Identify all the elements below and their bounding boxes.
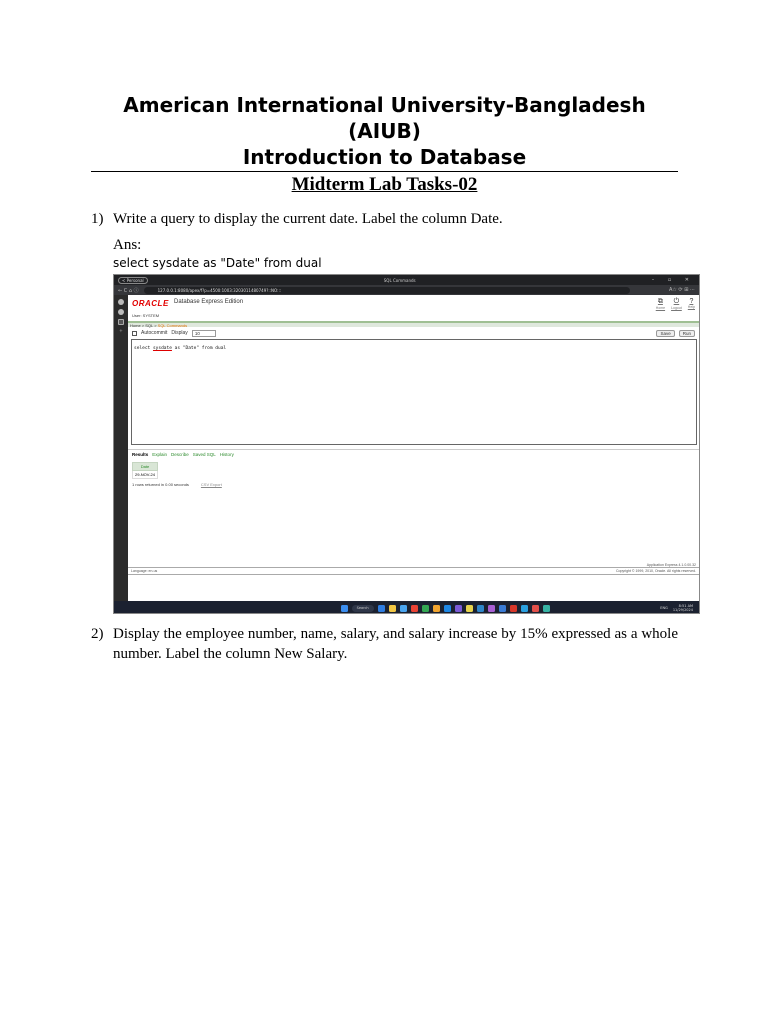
taskbar-app-icon[interactable] [510, 605, 517, 612]
breadcrumb-home[interactable]: Home [130, 323, 141, 328]
result-table [132, 462, 158, 479]
taskbar-search[interactable]: Search [352, 605, 374, 612]
question-number: 2) [91, 626, 104, 642]
tab-describe[interactable]: Describe [171, 452, 189, 457]
taskbar-app-icon[interactable] [378, 605, 385, 612]
product-name: Database Express Edition [174, 299, 244, 305]
oracle-app [128, 295, 699, 601]
university-abbr: (AIUB) [348, 119, 421, 143]
taskbar-app-icon[interactable] [521, 605, 528, 612]
document-subtitle: Midterm Lab Tasks-02 [291, 174, 478, 195]
power-icon: ⏻ [673, 298, 680, 305]
answer-screenshot [113, 274, 700, 614]
sql-editor[interactable]: select sysdate as "Date" from dual [131, 339, 697, 445]
copyright: Copyright © 1999, 2010, Oracle. All rights reserved. [615, 569, 696, 573]
extensions-icons[interactable]: A☆ ⟳ ⊞ ⋯ [668, 287, 695, 293]
question-1 [91, 209, 678, 229]
tab-explain[interactable]: Explain [152, 452, 168, 457]
breadcrumb: Home > SQL > SQL Commands [128, 321, 699, 327]
autocommit-checkbox[interactable] [132, 331, 137, 336]
autocommit-label: Autocommit [141, 330, 168, 336]
browser-address-bar [114, 285, 699, 295]
browser-tab-title[interactable]: SQL Commands [383, 277, 416, 283]
answer-label: Ans: [113, 237, 142, 253]
taskbar-app-icon[interactable] [488, 605, 495, 612]
header-rule [91, 171, 678, 172]
result-column-header: Date [133, 463, 158, 471]
display-label: Display [171, 330, 188, 336]
language-label: Language: en-us [131, 569, 158, 573]
university-name: American International University-Bangladesh [123, 93, 646, 117]
tab-results[interactable]: Results [132, 452, 149, 457]
document-header [91, 92, 678, 170]
rows-returned: 1 rows returned in 0.00 seconds [132, 482, 189, 487]
profile-button[interactable]: < Personal [118, 277, 148, 284]
history-icon[interactable] [118, 319, 124, 325]
taskbar-app-icon[interactable] [444, 605, 451, 612]
copilot-icon[interactable] [118, 309, 124, 315]
course-title: Introduction to Database [242, 145, 527, 169]
csv-export-link[interactable]: CSV Export [200, 482, 222, 487]
taskbar-app-icon[interactable] [389, 605, 396, 612]
browser-tab-bar [114, 275, 699, 285]
start-icon[interactable] [341, 605, 348, 612]
sql-toolbar [128, 327, 699, 339]
window-controls[interactable]: – ▫ ✕ [651, 277, 695, 283]
result-tabs [128, 449, 699, 459]
home-icon: ⧉ [657, 298, 663, 305]
taskbar-app-icon[interactable] [543, 605, 550, 612]
tab-saved-sql[interactable]: Saved SQL [192, 452, 216, 457]
home-link[interactable]: ⧉ Home [655, 298, 666, 310]
taskbar-app-icon[interactable] [400, 605, 407, 612]
run-button[interactable]: Run [679, 330, 695, 337]
breadcrumb-current: SQL Commands [157, 323, 188, 328]
answer-sql: select sysdate as "Date" from dual [113, 256, 322, 270]
taskbar-app-icon[interactable] [422, 605, 429, 612]
url-field[interactable]: 127.0.0.1:8080/apex/f?p=4500:1003:3203011480749?::NO::: [144, 287, 630, 294]
app-footer [128, 563, 699, 575]
user-label: User: SYSTEM [132, 313, 160, 318]
taskbar-app-icon[interactable] [499, 605, 506, 612]
tray-language[interactable]: ENG [660, 606, 668, 610]
question-text: Write a query to display the current date. Label the column Date. [113, 211, 503, 227]
windows-taskbar [114, 601, 699, 614]
browser-icon[interactable] [118, 299, 124, 305]
taskbar-app-icon[interactable] [477, 605, 484, 612]
help-link[interactable]: ? Help [687, 298, 695, 309]
app-version: Application Express 4.1.0.00.32 [646, 563, 696, 567]
taskbar-app-icon[interactable] [411, 605, 418, 612]
taskbar-clock[interactable]: 8:51 AM 11/29/2024 [672, 604, 693, 612]
question-text: Display the employee number, name, salary, and salary increase by 15% expressed as a whole number. Label the column New Salary. [113, 626, 678, 662]
tab-history[interactable]: History [219, 452, 234, 457]
taskbar-app-icon[interactable] [466, 605, 473, 612]
oracle-logo: ORACLE [132, 299, 169, 308]
display-select[interactable]: 10 [192, 330, 216, 337]
browser-sidebar [114, 295, 128, 601]
logout-link[interactable]: ⏻ Logout [671, 298, 682, 310]
help-icon: ? [689, 298, 694, 305]
question-2 [91, 624, 678, 664]
nav-buttons[interactable]: ← C ⌂ ⓘ [118, 287, 139, 294]
taskbar-app-icon[interactable] [455, 605, 462, 612]
breadcrumb-sql[interactable]: SQL [145, 323, 154, 328]
taskbar-app-icon[interactable] [532, 605, 539, 612]
add-icon[interactable]: + [119, 329, 123, 335]
question-number: 1) [91, 211, 104, 227]
result-cell: 29-NOV-24 [133, 471, 158, 479]
save-button[interactable]: Save [656, 330, 674, 337]
taskbar-app-icon[interactable] [433, 605, 440, 612]
